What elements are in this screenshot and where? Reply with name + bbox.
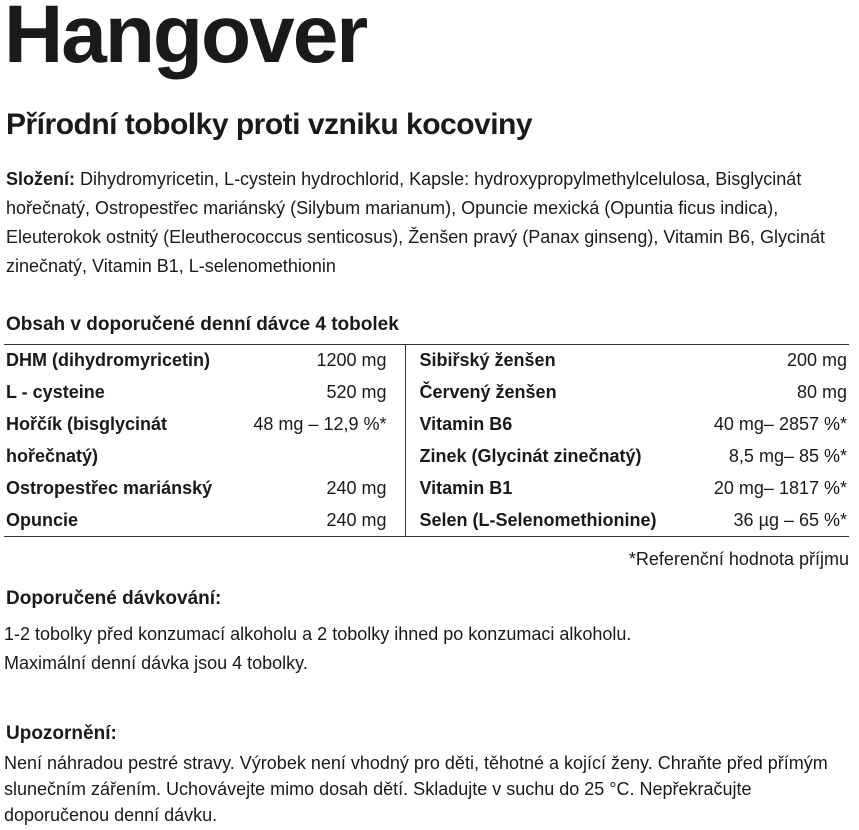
nutrient-name: DHM (dihydromyricetin) <box>4 345 231 377</box>
nutrient-amount: 20 mg– 1817 %* <box>713 478 847 498</box>
product-title: Hangover <box>4 0 367 80</box>
nutrient-name: Zinek (Glycinát zinečnatý) <box>419 446 642 466</box>
nutrient-amount: 40 mg– 2857 %* <box>713 414 847 434</box>
nutrient-name: Vitamin B6 <box>419 414 513 434</box>
dosage-line: 1-2 tobolky před konzumací alkoholu a 2 tobolky ihned po konzumaci alkoholu. <box>4 624 632 644</box>
nutrient-amount: 520 mg <box>231 377 405 409</box>
nutrient-name: Vitamin B1 <box>419 478 513 498</box>
nutrient-amount: 1200 mg <box>231 345 405 377</box>
nutrient-amount: 8,5 mg– 85 %* <box>728 446 847 466</box>
table-row <box>4 505 849 537</box>
table-row <box>4 409 849 441</box>
dosage-text <box>4 620 854 678</box>
nutrient-name: Červený ženšen <box>419 382 557 402</box>
warning-heading: Upozornění: <box>6 723 117 744</box>
nutrient-amount: 48 mg – 12,9 %* <box>231 409 405 441</box>
table-row <box>4 377 849 409</box>
reference-note: *Referenční hodnota příjmu <box>628 549 849 569</box>
nutrient-name: L - cysteine <box>6 382 105 402</box>
nutrient-name: Sibiřský ženšen <box>405 345 685 377</box>
dosage-heading: Doporučené dávkování: <box>6 588 222 609</box>
composition-paragraph <box>6 165 856 281</box>
composition-text: Dihydromyricetin, L-cystein hydrochlorid, Kapsle: hydroxypropylmethylcelulosa, Bisglycinát hořečnatý, Ostropestřec mariánský (Silybum marianum), Opuncie mexická (Opuntia ficus indica), Eleuterokok ostnitý (Eleutherococcus senticosus), Ženšen pravý (Panax ginseng), Vitamin B6, Glycinát zinečnatý, Vitamin B1, L-selenomethionin <box>6 169 826 276</box>
nutrient-amount: 36 µg – 65 %* <box>685 505 849 537</box>
nutrient-name: Ostropestřec mariánský <box>6 478 213 498</box>
warning-text: Není náhradou pestré stravy. Výrobek není vhodný pro děti, těhotné a kojící ženy. Chraňte před přímým slunečním zářením. Uchovávejte mimo dosah dětí. Skladujte v suchu do 25 °C. Nepřekračujte doporučenou denní dávku. <box>4 753 828 825</box>
table-row <box>4 441 849 473</box>
composition-label: Složení: <box>6 169 76 189</box>
nutrient-amount: 240 mg <box>231 473 405 505</box>
contents-heading: Obsah v doporučené denní dávce 4 tobolek <box>6 314 399 335</box>
nutrition-table <box>4 344 849 537</box>
nutrient-name: Opuncie <box>4 505 231 537</box>
nutrient-name: hořečnatý) <box>6 446 99 466</box>
nutrient-amount: 240 mg <box>231 505 405 537</box>
nutrient-amount: 80 mg <box>796 382 847 402</box>
nutrient-amount <box>231 441 405 473</box>
table-row <box>4 345 849 377</box>
table-row <box>4 473 849 505</box>
dosage-line: Maximální denní dávka jsou 4 tobolky. <box>4 653 308 673</box>
product-subtitle: Přírodní tobolky proti vzniku kocoviny <box>6 108 533 141</box>
nutrient-name: Hořčík (bisglycinát <box>6 414 168 434</box>
nutrient-name: Selen (L-Selenomethionine) <box>405 505 685 537</box>
nutrient-amount: 200 mg <box>685 345 849 377</box>
